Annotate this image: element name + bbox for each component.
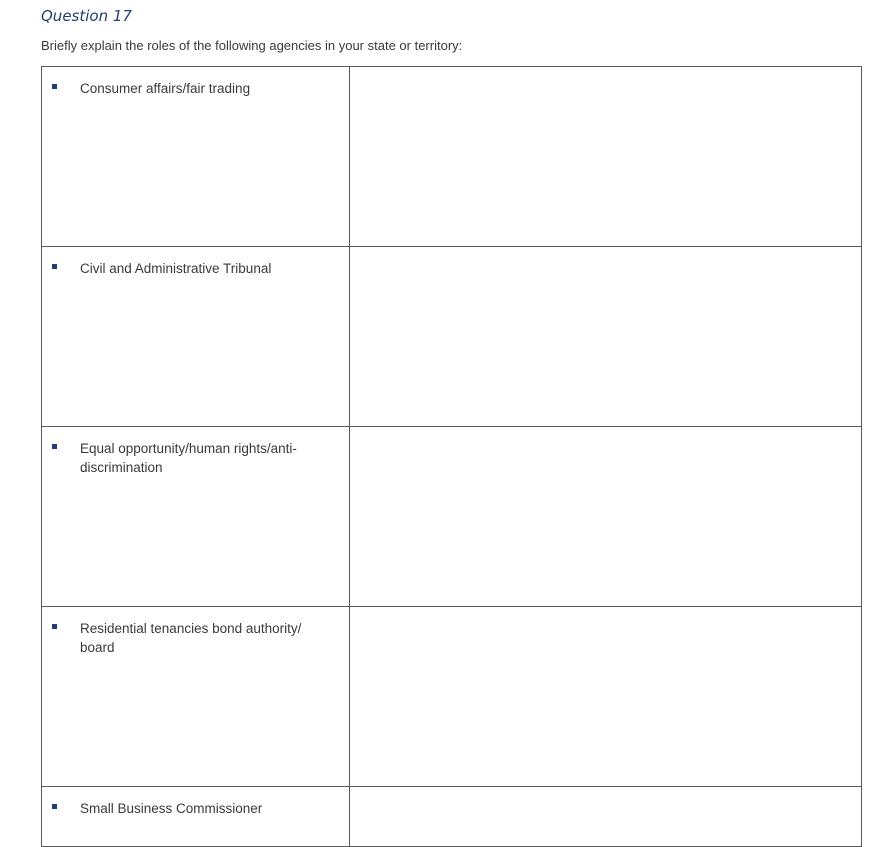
answer-field[interactable] [350, 787, 862, 847]
answer-field[interactable] [350, 247, 862, 427]
agency-label-cell [42, 427, 350, 607]
agency-label-cell [42, 67, 350, 247]
table-row [42, 67, 862, 247]
agency-label: Small Business Commissioner [80, 801, 263, 816]
bullet-icon [52, 804, 57, 809]
bullet-icon [52, 264, 57, 269]
agency-label: Residential tenancies bond authority/ board [80, 621, 302, 655]
agency-label-cell [42, 607, 350, 787]
table-row [42, 247, 862, 427]
answer-field[interactable] [350, 427, 862, 607]
bullet-icon [52, 444, 57, 449]
agency-label: Equal opportunity/human rights/anti-discrimination [80, 441, 297, 475]
agency-label: Consumer affairs/fair trading [80, 81, 251, 96]
answer-field[interactable] [350, 67, 862, 247]
table-row [42, 427, 862, 607]
agency-label: Civil and Administrative Tribunal [80, 261, 272, 276]
question-title: Question 17 [41, 7, 132, 25]
agency-label-cell [42, 787, 350, 847]
bullet-icon [52, 84, 57, 89]
bullet-icon [52, 624, 57, 629]
agency-label-cell [42, 247, 350, 427]
question-instruction: Briefly explain the roles of the following agencies in your state or territory: [41, 38, 463, 53]
table-row [42, 787, 862, 847]
agency-table [41, 66, 862, 847]
answer-field[interactable] [350, 607, 862, 787]
table-row [42, 607, 862, 787]
